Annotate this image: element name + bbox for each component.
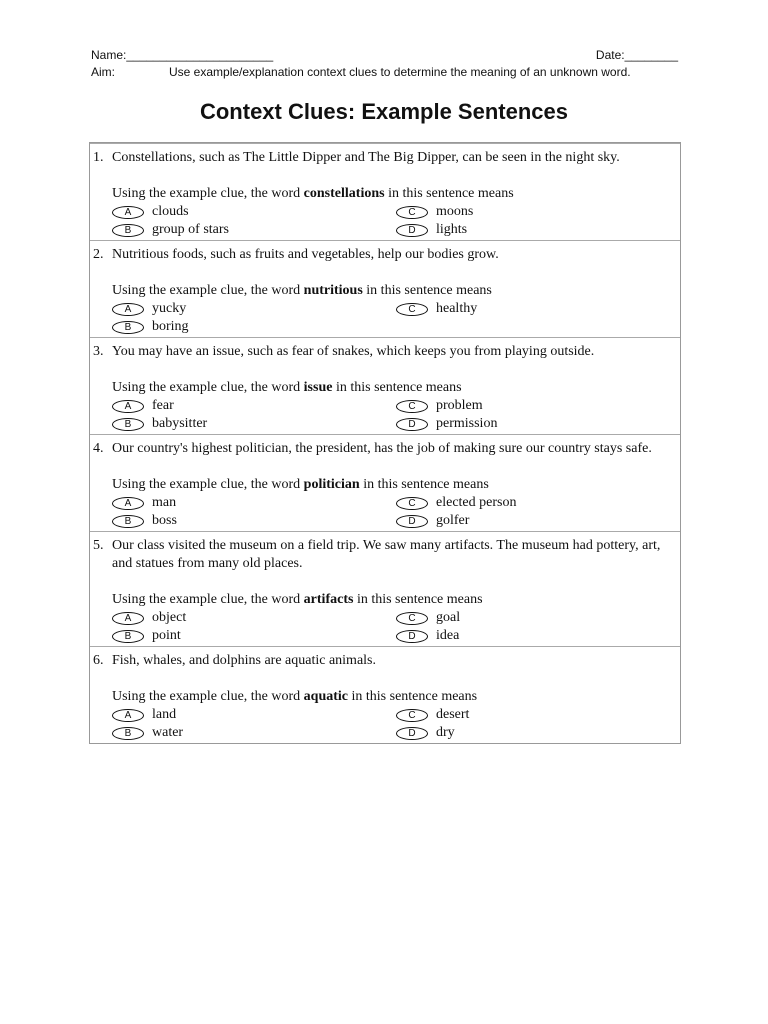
answer-bubble[interactable]: A [112,497,144,510]
answer-options [112,609,666,645]
answer-bubble[interactable]: B [112,224,144,237]
target-word: constellations [303,186,385,201]
question-number: 1. [93,150,104,165]
answer-options [112,494,666,530]
question-prompt: Using the example clue, the word aquatic in this sentence means [112,689,478,704]
question-3 [90,337,680,434]
aim-text: Use example/explanation context clues to determine the meaning of an unknown word. [169,65,631,79]
answer-text: land [152,707,177,722]
answer-option-b[interactable] [112,724,396,742]
target-word: nutritious [303,283,363,298]
answer-option-b[interactable] [112,512,396,530]
answer-option-b[interactable] [112,221,396,239]
question-number: 6. [93,653,104,668]
page-title: Context Clues: Example Sentences [199,99,568,124]
answer-option-a[interactable] [112,397,396,415]
question-prompt: Using the example clue, the word issue in this sentence means [112,380,462,395]
answer-bubble[interactable]: C [396,400,428,413]
answer-text: dry [436,725,455,740]
answer-option-a[interactable] [112,609,396,627]
answer-text: man [152,495,177,510]
answer-option-a[interactable] [112,494,396,512]
question-sentence: Our country's highest politician, the president, has the job of making sure our country stays safe. [112,441,652,456]
answer-text: golfer [436,513,470,528]
answer-text: desert [436,707,470,722]
question-5 [90,531,680,646]
answer-bubble[interactable]: A [112,206,144,219]
answer-option-b[interactable] [112,318,396,336]
question-prompt: Using the example clue, the word artifacts in this sentence means [112,592,483,607]
answer-bubble[interactable]: A [112,400,144,413]
question-2 [90,240,680,337]
answer-text: goal [436,610,461,625]
answer-text: yucky [152,301,187,316]
answer-option-d[interactable] [396,724,666,742]
answer-text: lights [436,222,468,237]
answer-option-c[interactable] [396,300,666,318]
answer-bubble[interactable]: B [112,727,144,740]
answer-bubble[interactable]: D [396,727,428,740]
question-prompt: Using the example clue, the word constellations in this sentence means [112,186,514,201]
answer-text: fear [152,398,174,413]
answer-bubble[interactable]: C [396,206,428,219]
answer-option-c[interactable] [396,706,666,724]
question-number: 4. [93,441,104,456]
name-field[interactable]: Name:______________________ [91,48,274,62]
question-sentence: Constellations, such as The Little Dipper and The Big Dipper, can be seen in the night sky. [112,150,620,165]
answer-options [112,706,666,742]
answer-text: boss [152,513,177,528]
answer-bubble[interactable]: A [112,612,144,625]
answer-bubble[interactable]: B [112,321,144,334]
answer-bubble[interactable]: D [396,515,428,528]
question-6 [90,646,680,743]
answer-option-d[interactable] [396,221,666,239]
answer-option-empty [396,318,666,336]
answer-bubble[interactable]: D [396,630,428,643]
question-4 [90,434,680,531]
answer-option-d[interactable] [396,627,666,645]
question-sentence: You may have an issue, such as fear of snakes, which keeps you from playing outside. [112,344,595,359]
answer-text: permission [436,416,498,431]
question-prompt: Using the example clue, the word politician in this sentence means [112,477,489,492]
name-date-line [91,48,678,62]
question-sentence: Our class visited the museum on a field trip. We saw many artifacts. The museum had pottery, art, and statues from many old places. [112,538,661,571]
question-number: 2. [93,247,104,262]
answer-option-d[interactable] [396,415,666,433]
answer-bubble[interactable]: C [396,303,428,316]
answer-bubble[interactable]: B [112,630,144,643]
question-number: 5. [93,538,104,553]
answer-bubble[interactable]: B [112,515,144,528]
target-word: politician [303,477,360,492]
answer-text: point [152,628,181,643]
aim-label: Aim: [91,65,115,79]
target-word: aquatic [303,689,349,704]
target-word: issue [303,380,333,395]
answer-options [112,300,666,336]
answer-text: healthy [436,301,478,316]
answer-bubble[interactable]: C [396,709,428,722]
answer-bubble[interactable]: D [396,418,428,431]
answer-option-a[interactable] [112,706,396,724]
answer-option-c[interactable] [396,203,666,221]
answer-text: idea [436,628,460,643]
answer-text: clouds [152,204,189,219]
answer-bubble[interactable]: C [396,612,428,625]
answer-option-b[interactable] [112,415,396,433]
answer-options [112,203,666,239]
date-field[interactable]: Date:________ [595,48,678,62]
answer-text: boring [152,319,189,334]
answer-text: babysitter [152,416,208,431]
answer-option-b[interactable] [112,627,396,645]
answer-bubble[interactable]: C [396,497,428,510]
answer-option-c[interactable] [396,397,666,415]
answer-bubble[interactable]: A [112,303,144,316]
answer-option-d[interactable] [396,512,666,530]
answer-text: group of stars [152,222,229,237]
question-table [89,142,681,744]
answer-bubble[interactable]: B [112,418,144,431]
answer-text: elected person [436,495,517,510]
answer-bubble[interactable]: A [112,709,144,722]
answer-text: water [152,725,184,740]
target-word: artifacts [303,592,354,607]
answer-option-a[interactable] [112,203,396,221]
answer-option-c[interactable] [396,494,666,512]
answer-option-a[interactable] [112,300,396,318]
answer-bubble[interactable]: D [396,224,428,237]
question-number: 3. [93,344,104,359]
answer-text: problem [436,398,483,413]
answer-text: object [152,610,187,625]
aim-line [91,65,678,79]
question-1 [90,143,680,240]
answer-option-c[interactable] [396,609,666,627]
question-sentence: Fish, whales, and dolphins are aquatic animals. [112,653,376,668]
answer-options [112,397,666,433]
answer-text: moons [436,204,474,219]
question-sentence: Nutritious foods, such as fruits and vegetables, help our bodies grow. [112,247,499,262]
question-prompt: Using the example clue, the word nutritious in this sentence means [112,283,492,298]
